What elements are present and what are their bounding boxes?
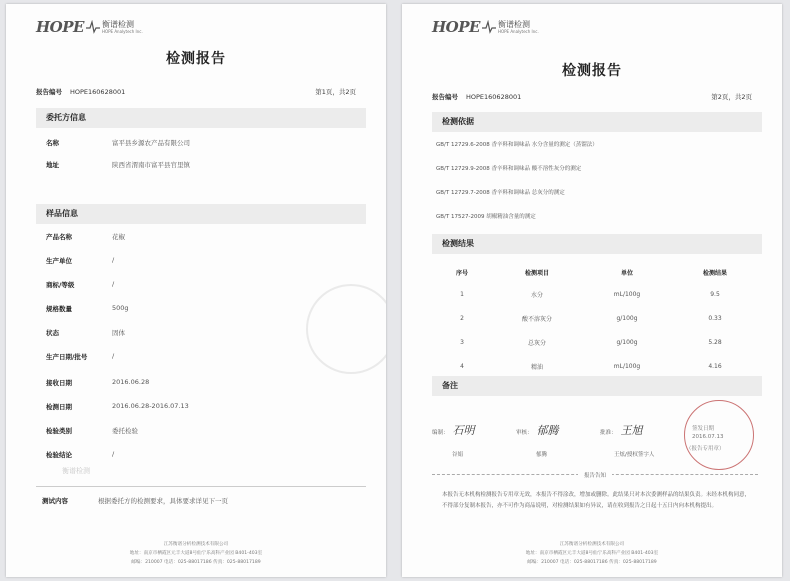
field-value: 500g bbox=[112, 304, 129, 312]
table-row bbox=[432, 354, 758, 378]
page-indicator: 第1页，共2页 bbox=[315, 88, 356, 96]
field-value: 富平县乡源农产品有限公司 bbox=[112, 139, 190, 147]
field-value: / bbox=[112, 280, 115, 288]
table-cell: 总灰分 bbox=[527, 339, 546, 347]
field-value: / bbox=[112, 256, 115, 264]
footer-company: 江苏衡谱分析检测技术有限公司 bbox=[163, 542, 229, 547]
stamp-note: （报告专用章） bbox=[686, 446, 725, 452]
field-value: / bbox=[112, 352, 115, 360]
field-value: 固体 bbox=[112, 329, 125, 337]
column-header: 检测结果 bbox=[702, 269, 727, 277]
field-label: 检验类别 bbox=[46, 427, 72, 435]
field-value: 2016.06.28-2016.07.13 bbox=[112, 402, 189, 410]
page-indicator: 第2页，共2页 bbox=[711, 93, 752, 101]
sample-field bbox=[46, 304, 129, 313]
table-cell: 1 bbox=[460, 290, 464, 298]
sign-label: 审核： bbox=[516, 430, 533, 436]
sample-field bbox=[46, 352, 114, 361]
field-label: 地址 bbox=[46, 161, 59, 169]
report-no-label: 报告编号 bbox=[36, 88, 62, 96]
report-page-2 bbox=[402, 4, 782, 577]
notice-text: 本报告无本机构检测报告专用章无效，本报告不得涂改，增加或删除。此结果只对本次委测样品的结果负责。未经本机构同意，不得部分复制本报告，亦不可作为商品说明，对检测结果如有异议，请在收到报告之日起十五日内向本机构提出。 bbox=[442, 492, 751, 509]
field-value: / bbox=[112, 450, 115, 458]
column-header: 序号 bbox=[455, 269, 468, 277]
sample-field bbox=[46, 426, 138, 435]
stamp-label: 签发日期 bbox=[692, 426, 715, 432]
page-title: 检测报告 bbox=[166, 51, 226, 67]
field-label: 测试内容 bbox=[42, 497, 68, 505]
field-value: 花椒 bbox=[112, 233, 125, 241]
notice-divider bbox=[432, 471, 758, 479]
sample-field bbox=[46, 256, 114, 265]
page-footer bbox=[402, 540, 782, 567]
signature: 郁腾 bbox=[536, 424, 559, 437]
signer-name: 王炫/授权签字人 bbox=[614, 452, 655, 458]
footer-address: 地址：南京市栖霞区元丰大道8号仙宁乐高科产业园 B401-403室 bbox=[525, 551, 659, 556]
logo-mark: HOPE bbox=[36, 18, 84, 36]
client-address-field bbox=[46, 160, 190, 169]
table-row bbox=[432, 306, 758, 330]
pulse-icon bbox=[86, 20, 100, 34]
stamp-date: 2016.07.13 bbox=[692, 434, 724, 440]
logo-en-text: HOPE Analytech Inc. bbox=[101, 28, 143, 34]
report-no: HOPE160628001 bbox=[70, 88, 126, 96]
page-footer bbox=[6, 540, 386, 567]
field-value: 2016.06.28 bbox=[112, 378, 150, 386]
table-cell: mL/100g bbox=[613, 362, 641, 370]
report-no: HOPE160628001 bbox=[466, 93, 522, 101]
field-label: 产品名称 bbox=[46, 233, 72, 241]
sample-field bbox=[46, 280, 114, 289]
signature: 王旭 bbox=[620, 424, 643, 437]
footer-address: 地址：南京市栖霞区元丰大道8号仙宁乐高科产业园 B401-403室 bbox=[129, 551, 263, 556]
sample-section-header: 样品信息 bbox=[36, 204, 366, 224]
signer-name: 谷娟 bbox=[452, 452, 464, 458]
sign-label: 编制： bbox=[432, 430, 449, 436]
company-logo bbox=[432, 18, 539, 36]
footer-company: 江苏衡谱分析检测技术有限公司 bbox=[559, 542, 625, 547]
table-cell: 2 bbox=[460, 314, 464, 322]
basis-item: GB/T 12729.7-2008 香辛料和调味品 总灰分的测定 bbox=[436, 190, 565, 196]
sample-field bbox=[46, 232, 125, 241]
page-title: 检测报告 bbox=[562, 63, 622, 79]
watermark-text: 衡谱检测 bbox=[62, 467, 90, 475]
table-cell: 0.33 bbox=[708, 314, 722, 322]
sample-field bbox=[46, 450, 114, 459]
logo-en-text: HOPE Analytech Inc. bbox=[497, 28, 539, 34]
table-cell: 4 bbox=[460, 362, 464, 370]
field-label: 接收日期 bbox=[46, 379, 72, 387]
field-label: 状态 bbox=[46, 329, 59, 337]
field-value: 根据委托方的检测要求，具体要求详见下一页 bbox=[98, 497, 228, 505]
field-label: 检测日期 bbox=[46, 403, 72, 411]
faint-stamp bbox=[306, 284, 386, 374]
sample-field bbox=[46, 378, 149, 387]
client-name-field bbox=[46, 138, 190, 147]
table-row bbox=[432, 282, 758, 306]
column-header: 单位 bbox=[620, 269, 633, 277]
notice-divider-label: 报告告知 bbox=[578, 473, 612, 479]
report-header-row bbox=[432, 92, 752, 101]
footer-contact: 邮编：210007 电话：025-88017186 传真：025-88017189 bbox=[131, 560, 261, 565]
table-cell: g/100g bbox=[616, 338, 638, 346]
table-cell: 水分 bbox=[530, 291, 543, 299]
table-cell: 精油 bbox=[530, 363, 543, 371]
field-value: 陕西省渭南市富平县官里镇 bbox=[112, 161, 190, 169]
table-cell: 4.16 bbox=[708, 362, 722, 370]
sample-field bbox=[46, 402, 189, 411]
field-label: 生产单位 bbox=[46, 257, 72, 265]
table-cell: 酸不溶灰分 bbox=[521, 315, 552, 323]
signature: 石明 bbox=[452, 424, 475, 437]
logo-cn-text: 衡谱检测 bbox=[101, 19, 134, 29]
table-cell: mL/100g bbox=[613, 290, 641, 298]
remarks-section-header: 备注 bbox=[432, 376, 762, 396]
basis-item: GB/T 12729.9-2008 香辛料和调味品 酸不溶性灰分的测定 bbox=[436, 166, 582, 172]
divider-line bbox=[36, 486, 366, 487]
field-label: 检验结论 bbox=[46, 451, 72, 459]
results-table bbox=[432, 262, 758, 378]
sample-field bbox=[46, 328, 125, 337]
table-row bbox=[432, 330, 758, 354]
footer-contact: 邮编：210007 电话：025-88017186 传真：025-88017189 bbox=[527, 560, 657, 565]
sign-label: 批准： bbox=[600, 430, 617, 436]
table-cell: 9.5 bbox=[710, 290, 720, 298]
report-header-row bbox=[36, 87, 356, 96]
field-label: 生产日期/批号 bbox=[46, 353, 88, 361]
field-label: 规格数量 bbox=[46, 305, 72, 313]
test-content-field bbox=[42, 496, 228, 505]
report-page-1 bbox=[6, 4, 386, 577]
basis-item: GB/T 17527-2009 胡椒精油含量的测定 bbox=[436, 214, 536, 220]
field-label: 名称 bbox=[46, 139, 59, 147]
field-value: 委托检验 bbox=[112, 427, 138, 435]
signer-name: 郁腾 bbox=[536, 452, 548, 458]
field-label: 商标/等级 bbox=[46, 281, 75, 289]
results-section-header: 检测结果 bbox=[432, 234, 762, 254]
table-header-row bbox=[432, 262, 758, 282]
table-cell: 5.28 bbox=[708, 338, 722, 346]
logo-cn-text: 衡谱检测 bbox=[497, 19, 530, 29]
column-header: 检测项目 bbox=[524, 269, 549, 277]
table-cell: g/100g bbox=[616, 314, 638, 322]
company-logo bbox=[36, 18, 143, 36]
client-section-header: 委托方信息 bbox=[36, 108, 366, 128]
basis-section-header: 检测依据 bbox=[432, 112, 762, 132]
basis-item: GB/T 12729.6-2008 香辛料和调味品 水分含量的测定（蒸馏法） bbox=[436, 142, 598, 148]
report-no-label: 报告编号 bbox=[432, 93, 458, 101]
logo-mark: HOPE bbox=[432, 18, 480, 36]
pulse-icon bbox=[482, 20, 496, 34]
table-cell: 3 bbox=[460, 338, 464, 346]
